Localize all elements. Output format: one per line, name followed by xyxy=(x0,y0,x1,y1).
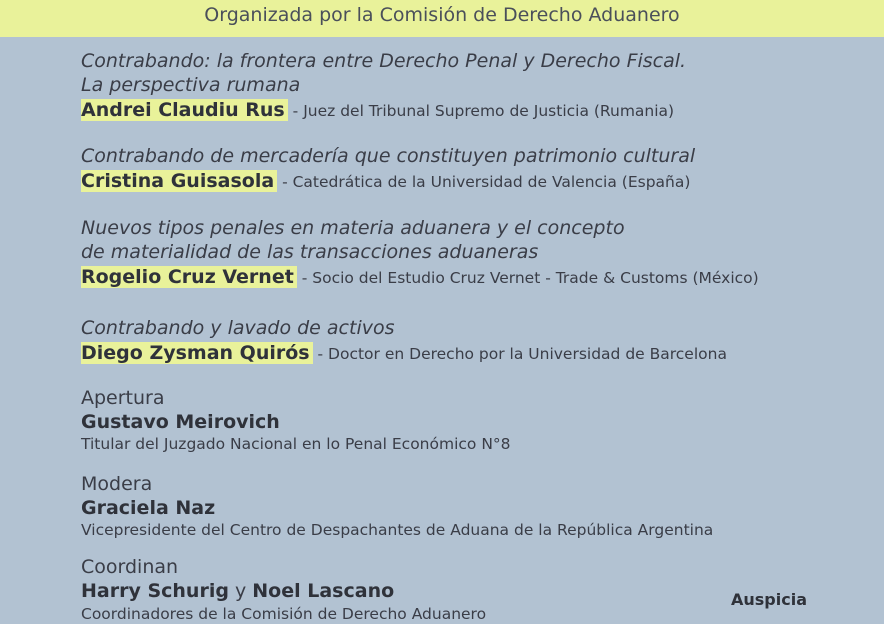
coordinators-line xyxy=(81,579,486,604)
person-description: Titular del Juzgado Nacional en lo Penal Económico N°8 xyxy=(81,435,511,453)
person-name: Graciela Naz xyxy=(81,497,216,519)
person-description: Vicepresidente del Centro de Despachantes de Aduana de la República Argentina xyxy=(81,521,714,539)
section-title: Apertura xyxy=(81,387,165,409)
section-title: Modera xyxy=(81,473,153,495)
speaker-name: Andrei Claudiu Rus xyxy=(81,99,288,121)
talk-topic-line2: de materialidad de las transacciones aduaneras xyxy=(81,241,539,263)
speaker-line xyxy=(81,170,695,192)
speaker-role: - Doctor en Derecho por la Universidad de Barcelona xyxy=(312,345,727,363)
speaker-role: - Juez del Tribunal Supremo de Justicia (Rumania) xyxy=(287,102,675,120)
talk-topic-line2: La perspectiva rumana xyxy=(81,74,301,96)
talk-item xyxy=(81,144,695,192)
speaker-line xyxy=(81,99,686,121)
speaker-role: - Catedrática de la Universidad de Valencia (España) xyxy=(277,173,691,191)
speaker-role: - Socio del Estudio Cruz Vernet - Trade & Customs (México) xyxy=(296,269,759,287)
talk-item xyxy=(81,49,686,121)
organizer-text: Organizada por la Comisión de Derecho Aduanero xyxy=(204,4,680,26)
person-name: Harry Schurig xyxy=(81,580,229,602)
talk-topic: Nuevos tipos penales en materia aduanera y el concepto xyxy=(81,217,625,239)
person-description: Coordinadores de la Comisión de Derecho Aduanero xyxy=(81,605,487,623)
apertura-section xyxy=(81,386,511,454)
speaker-name: Rogelio Cruz Vernet xyxy=(81,266,297,288)
conjunction: y xyxy=(228,580,253,602)
speaker-name: Diego Zysman Quirós xyxy=(81,342,313,364)
speaker-line xyxy=(81,266,759,288)
modera-section xyxy=(81,472,713,540)
talk-topic: Contrabando y lavado de activos xyxy=(81,317,395,339)
speaker-line xyxy=(81,342,727,364)
coordinan-section xyxy=(81,555,486,624)
person-name: Noel Lascano xyxy=(252,580,395,602)
person-name: Gustavo Meirovich xyxy=(81,411,280,433)
talk-topic: Contrabando de mercadería que constituyen patrimonio cultural xyxy=(81,145,696,167)
talk-topic: Contrabando: la frontera entre Derecho Penal y Derecho Fiscal. xyxy=(81,50,687,72)
sponsor-label: Auspicia xyxy=(731,590,807,609)
talk-item xyxy=(81,216,759,288)
talk-item xyxy=(81,316,727,364)
organizer-banner xyxy=(0,0,884,37)
speaker-name: Cristina Guisasola xyxy=(81,170,277,192)
section-title: Coordinan xyxy=(81,556,179,578)
